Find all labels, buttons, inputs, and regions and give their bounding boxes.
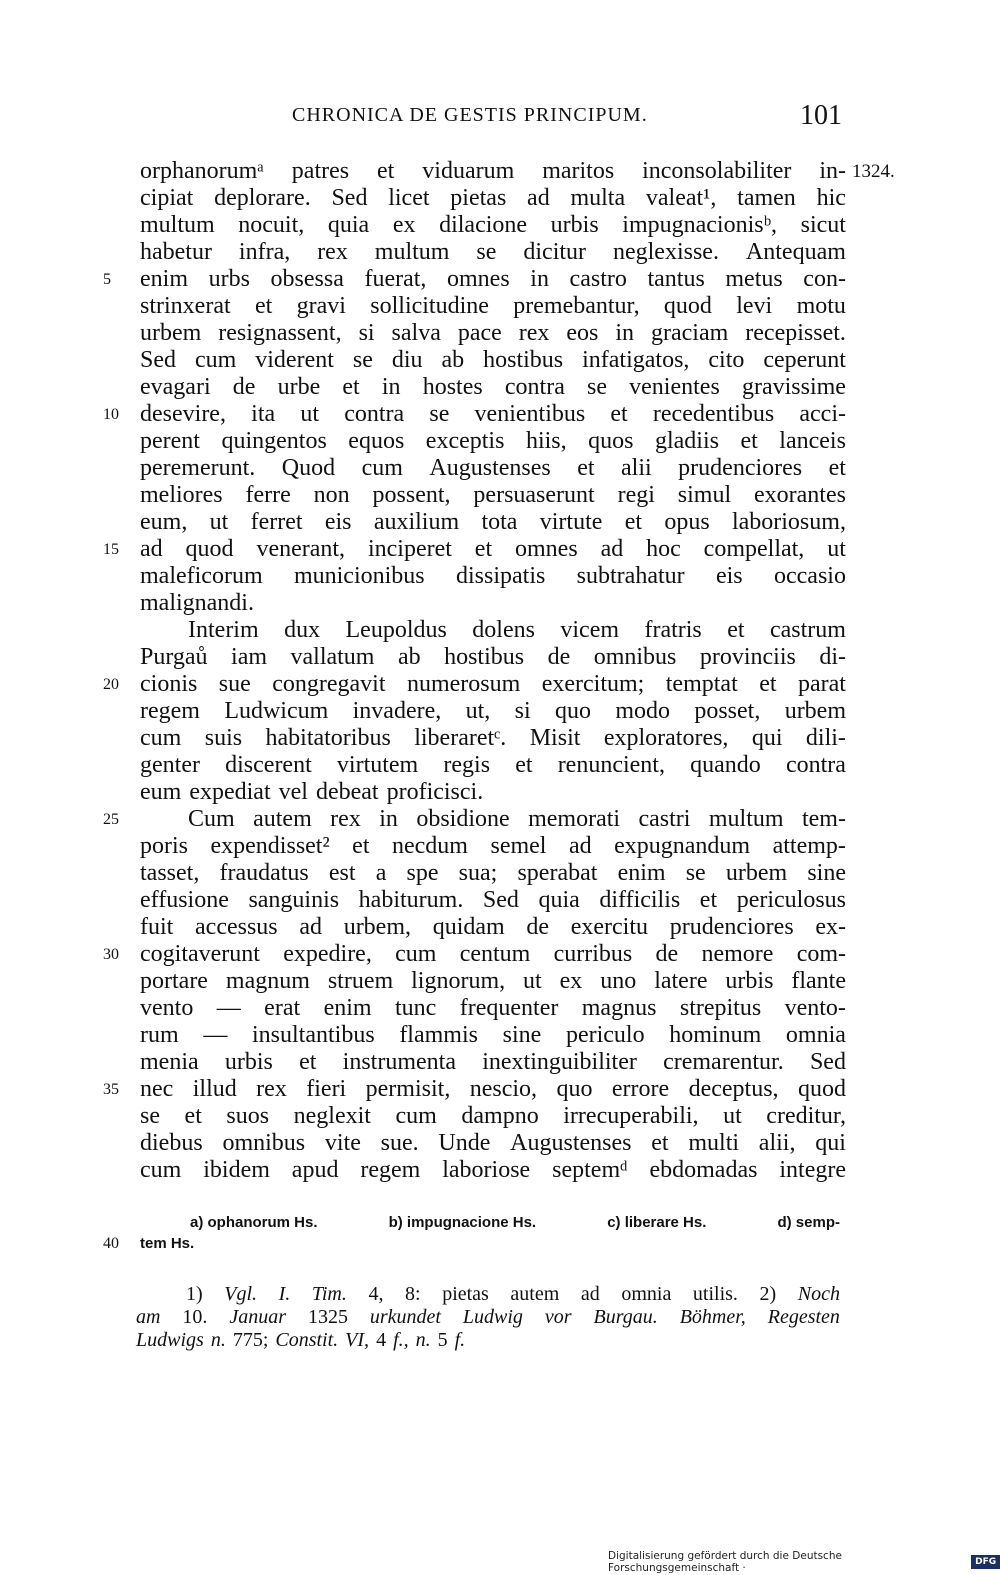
margin-year: 1324.: [852, 161, 895, 182]
text-line: rum — insultantibus flammis sine periculo hominum omnia: [140, 1022, 846, 1048]
text-line: fuit accessus ad urbem, quidam de exercitu prudenciores ex-: [140, 914, 846, 940]
apparatus-note: d) semp-: [777, 1214, 840, 1231]
apparatus-note: c) liberare Hs.: [607, 1214, 707, 1231]
text-line: malignandi.: [140, 590, 254, 616]
text-line: se et suos neglexit cum dampno irrecuperabili, ut creditur,: [140, 1103, 846, 1129]
text-line: 30 cogitaverunt expedire, cum centum curribus de nemore com-: [103, 941, 846, 967]
text-line: Purgaů iam vallatum ab hostibus de omnibus provinciis di-: [140, 644, 846, 670]
text-line: 5 enim urbs obsessa fuerat, omnes in castro tantus metus con-: [103, 266, 846, 292]
text-line: evagari de urbe et in hostes contra se venientes gravissime: [140, 374, 846, 400]
text-line: urbem resignassent, si salva pace rex eos in graciam recepisset.: [140, 320, 846, 346]
text-line: eum expediat vel debeat proficisci.: [140, 779, 484, 805]
text-line: 25 Cum autem rex in obsidione memorati castri multum tem-: [103, 806, 846, 832]
text-line: cum ibidem apud regem laboriose septemᵈ ebdomadas integre: [140, 1157, 846, 1183]
text-line: portare magnum struem lignorum, ut ex uno latere urbis flante: [140, 968, 846, 994]
text-line: eum, ut ferret eis auxilium tota virtute et opus laboriosum,: [140, 509, 846, 535]
text-line: vento — erat enim tunc frequenter magnus strepitus vento-: [140, 995, 846, 1021]
text-line: Interim dux Leupoldus dolens vicem fratris et castrum: [188, 617, 846, 643]
text-line: genter discerent virtutem regis et renuncient, quando contra: [140, 752, 846, 778]
dfg-logo: DFG: [971, 1555, 1000, 1569]
line-number: 30: [103, 946, 119, 963]
line-number: 40: [103, 1235, 119, 1252]
line-number: 5: [103, 271, 111, 288]
apparatus-note: b) impugnacione Hs.: [388, 1214, 537, 1231]
text-line: 20 cionis sue congregavit numerosum exercitum; temptat et parat: [103, 671, 846, 697]
footnote-line: Ludwigs n. 775; Constit. VI, 4 f., n. 5 f.: [136, 1329, 466, 1351]
apparatus-continuation: tem Hs.: [140, 1235, 195, 1252]
text-line: maleficorum municionibus dissipatis subtrahatur eis occasio: [140, 563, 846, 589]
text-line: strinxerat et gravi sollicitudine premebantur, quod levi motu: [140, 293, 846, 319]
footnote-line: 1) Vgl. I. Tim. 4, 8: pietas autem ad omnia utilis. 2) Noch: [186, 1283, 840, 1305]
text-line: meliores ferre non possent, persuaserunt regi simul exorantes: [140, 482, 846, 508]
apparatus-notes: [140, 1214, 840, 1234]
text-line: 15 ad quod venerant, inciperet et omnes ad hoc compellat, ut: [103, 536, 846, 562]
apparatus-continuation-line: [103, 1234, 840, 1254]
line-number: 35: [103, 1081, 119, 1098]
line-number: 15: [103, 541, 119, 558]
text-line: multum nocuit, quia ex dilacione urbis impugnacionisᵇ, sicut: [140, 212, 846, 238]
critical-apparatus: [103, 1214, 840, 1254]
text-line: regem Ludwicum invadere, ut, si quo modo posset, urbem: [140, 698, 846, 724]
text-line: 1324. orphanorumᵃ patres et viduarum maritos inconsolabiliter in-: [140, 158, 895, 184]
line-number: 20: [103, 676, 119, 693]
text-line: poris expendisset² et necdum semel ad expugnandum attemp-: [140, 833, 846, 859]
text-line: cum suis habitatoribus liberaretᶜ. Misit exploratores, qui dili-: [140, 725, 846, 751]
footnotes: [136, 1283, 840, 1352]
text-line: 35 nec illud rex fieri permisit, nescio, quo errore deceptus, quod: [103, 1076, 846, 1102]
text-line: perent quingentos equos exceptis hiis, quos gladiis et lanceis: [140, 428, 846, 454]
text-line: menia urbis et instrumenta inextinguibiliter cremarentur. Sed: [140, 1049, 846, 1075]
text-line: habetur infra, rex multum se dicitur neglexisse. Antequam: [140, 239, 846, 265]
text-line: 10 desevire, ita ut contra se venientibus et recedentibus acci-: [103, 401, 846, 427]
credit-text: Digitalisierung gefördert durch die Deutsche Forschungsgemeinschaft ·: [608, 1550, 842, 1574]
text-line: effusione sanguinis habiturum. Sed quia difficilis et periculosus: [140, 887, 846, 913]
text-line: peremerunt. Quod cum Augustenses et alii prudenciores et: [140, 455, 846, 481]
line-number: 25: [103, 811, 119, 828]
footnote-line: am 10. Januar 1325 urkundet Ludwig vor Burgau. Böhmer, Regesten: [136, 1306, 840, 1328]
text-line: tasset, fraudatus est a spe sua; sperabat enim se urbem sine: [140, 860, 846, 886]
apparatus-note: a) ophanorum Hs.: [190, 1214, 318, 1231]
page-number: 101: [800, 100, 842, 131]
text-line: Sed cum viderent se diu ab hostibus infatigatos, cito ceperunt: [140, 347, 846, 373]
main-text: [103, 158, 895, 1184]
running-title: CHRONICA DE GESTIS PRINCIPUM.: [292, 104, 648, 126]
digitization-credit: [608, 1550, 1000, 1574]
text-line: diebus omnibus vite sue. Unde Augustenses et multi alii, qui: [140, 1130, 846, 1156]
text-line: cipiat deplorare. Sed licet pietas ad multa valeat¹, tamen hic: [140, 185, 846, 211]
line-number: 10: [103, 406, 119, 423]
